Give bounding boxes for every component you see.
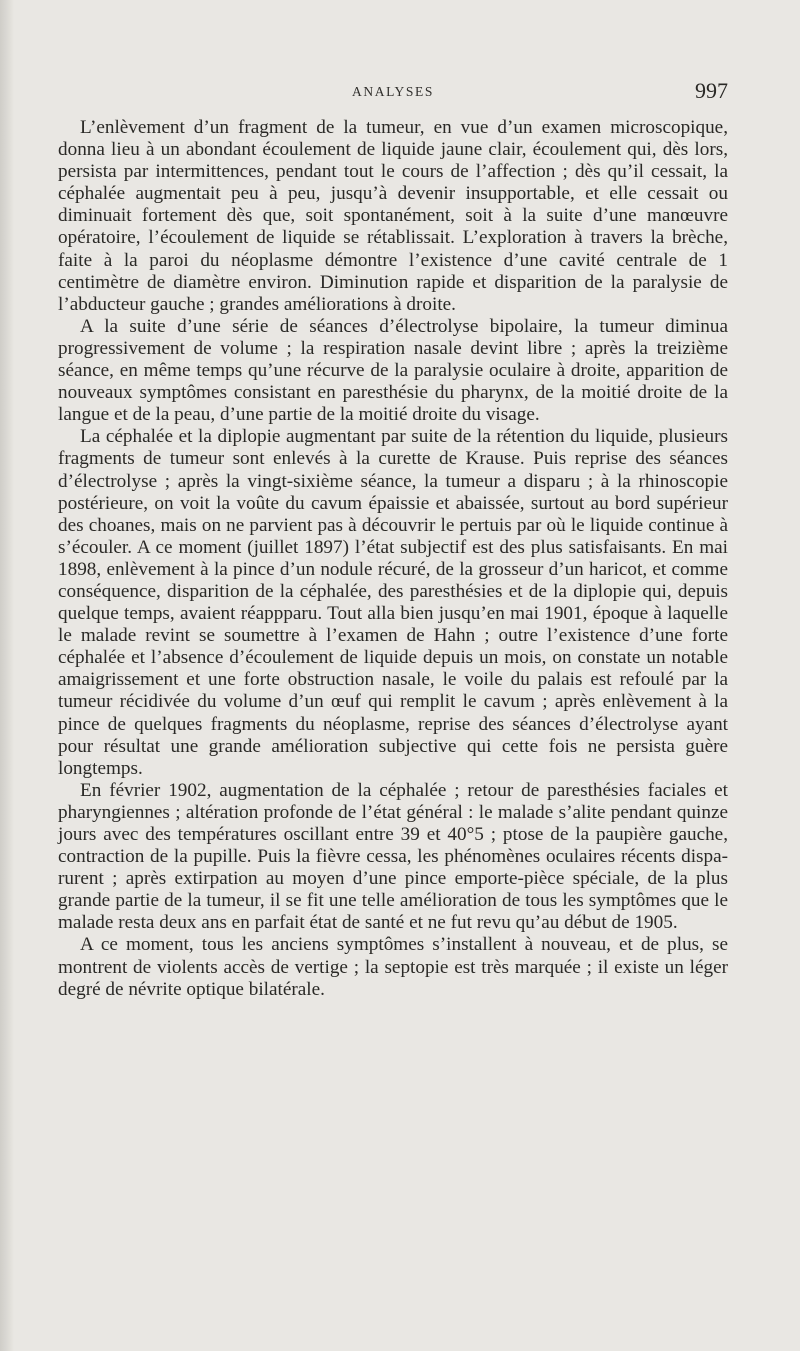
page-number: 997 bbox=[695, 78, 728, 103]
paragraph: La céphalée et la diplopie augmentant par suite de la rétention du liquide, plusieurs fragments de tumeur sont enlevés à la curette de Krause. Puis reprise des séances d’électrolyse ; après la vingt-sixième séance, la tumeur a disparu ; à la rhinoscopie postérieure, on voit la voûte du cavum épaissie et abaissée, surtout au bord supérieur des choanes, mais on ne parvient pas à découvrir le pertuis par où le liquide continue à s’écouler. A ce moment (juillet 1897) l’état subjectif est des plus satisfaisants. En mai 1898, enlèvement à la pince d’un nodule récuré, de la grosseur d’un haricot, et comme conséquence, disparition de la céphalée, des paresthésies et de la diplopie qui, depuis quelque temps, avaient réappparu. Tout alla bien jusqu’en mai 1901, époque à laquelle le malade revint se soumettre à l’examen de Hahn ; outre l’existence d’une forte céphalée et l’absence d’écoulement de liquide depuis un mois, on constate un notable amaigrissement et une forte obstruction nasale, le voile du palais est refoulé par la tumeur récidivée du volume d’un œuf qui remplit le cavum ; après enlèvement à la pince de quelques fragments du néoplasme, reprise des séances d’électrolyse ayant pour résultat une grande amélioration subjective qui cette fois ne persista guère longtemps. bbox=[58, 426, 728, 779]
paragraph: En février 1902, augmentation de la céphalée ; retour de paresthésies faciales et pharyngiennes ; altération profonde de l’état général : le malade s’alite pendant quinze jours avec des températures oscillant entre 39 et 40°5 ; ptose de la paupière gauche, contraction de la pupille. Puis la fièvre cessa, les phénomènes oculaires récents disparurent ; après extirpation au moyen d’une pince emporte-pièce spéciale, de la plus grande partie de la tumeur, il se fit une telle amélioration de tous les symptômes que le malade resta deux ans en parfait état de santé et ne fut revu qu’au début de 1905. bbox=[58, 779, 728, 934]
book-page bbox=[58, 0, 728, 1351]
body-text bbox=[58, 117, 728, 1001]
paragraph: L’enlèvement d’un fragment de la tumeur, en vue d’un examen microscopique, donna lieu à un abondant écoulement de liquide jaune clair, écoulement qui, dès lors, persista par intermittences, pendant tout le cours de l’affection ; dès qu’il cessait, la céphalée augmentait peu à peu, jusqu’à devenir insupportable, et elle cessait ou diminuait fortement dès que, soit spontanément, soit à la suite d’une manœuvre opératoire, l’écoulement de liquide se rétablissait. L’exploration à travers la brèche, faite à la paroi du néoplasme démontre l’existence d’une cavité centrale de 1 centimètre de diamètre environ. Diminution rapide et disparition de la paralysie de l’abducteur gauche ; grandes améliorations à droite. bbox=[58, 117, 728, 315]
scan-edge bbox=[0, 0, 14, 1351]
page-header bbox=[58, 80, 728, 106]
paragraph: A ce moment, tous les anciens symptômes s’installent à nouveau, et de plus, se montrent de violents accès de vertige ; la septopie est très marquée ; il existe un léger degré de névrite optique bilatérale. bbox=[58, 934, 728, 1000]
paragraph: A la suite d’une série de séances d’électrolyse bipolaire, la tumeur diminua progressivement de volume ; la respiration nasale devint libre ; après la treizième séance, en même temps qu’une récurve de la paralysie oculaire à droite, apparition de nouveaux symptômes consistant en paresthésie du pharynx, de la moitié droite de la langue et de la peau, d’une partie de la moitié droite du visage. bbox=[58, 315, 728, 426]
running-title: ANALYSES bbox=[352, 84, 434, 99]
